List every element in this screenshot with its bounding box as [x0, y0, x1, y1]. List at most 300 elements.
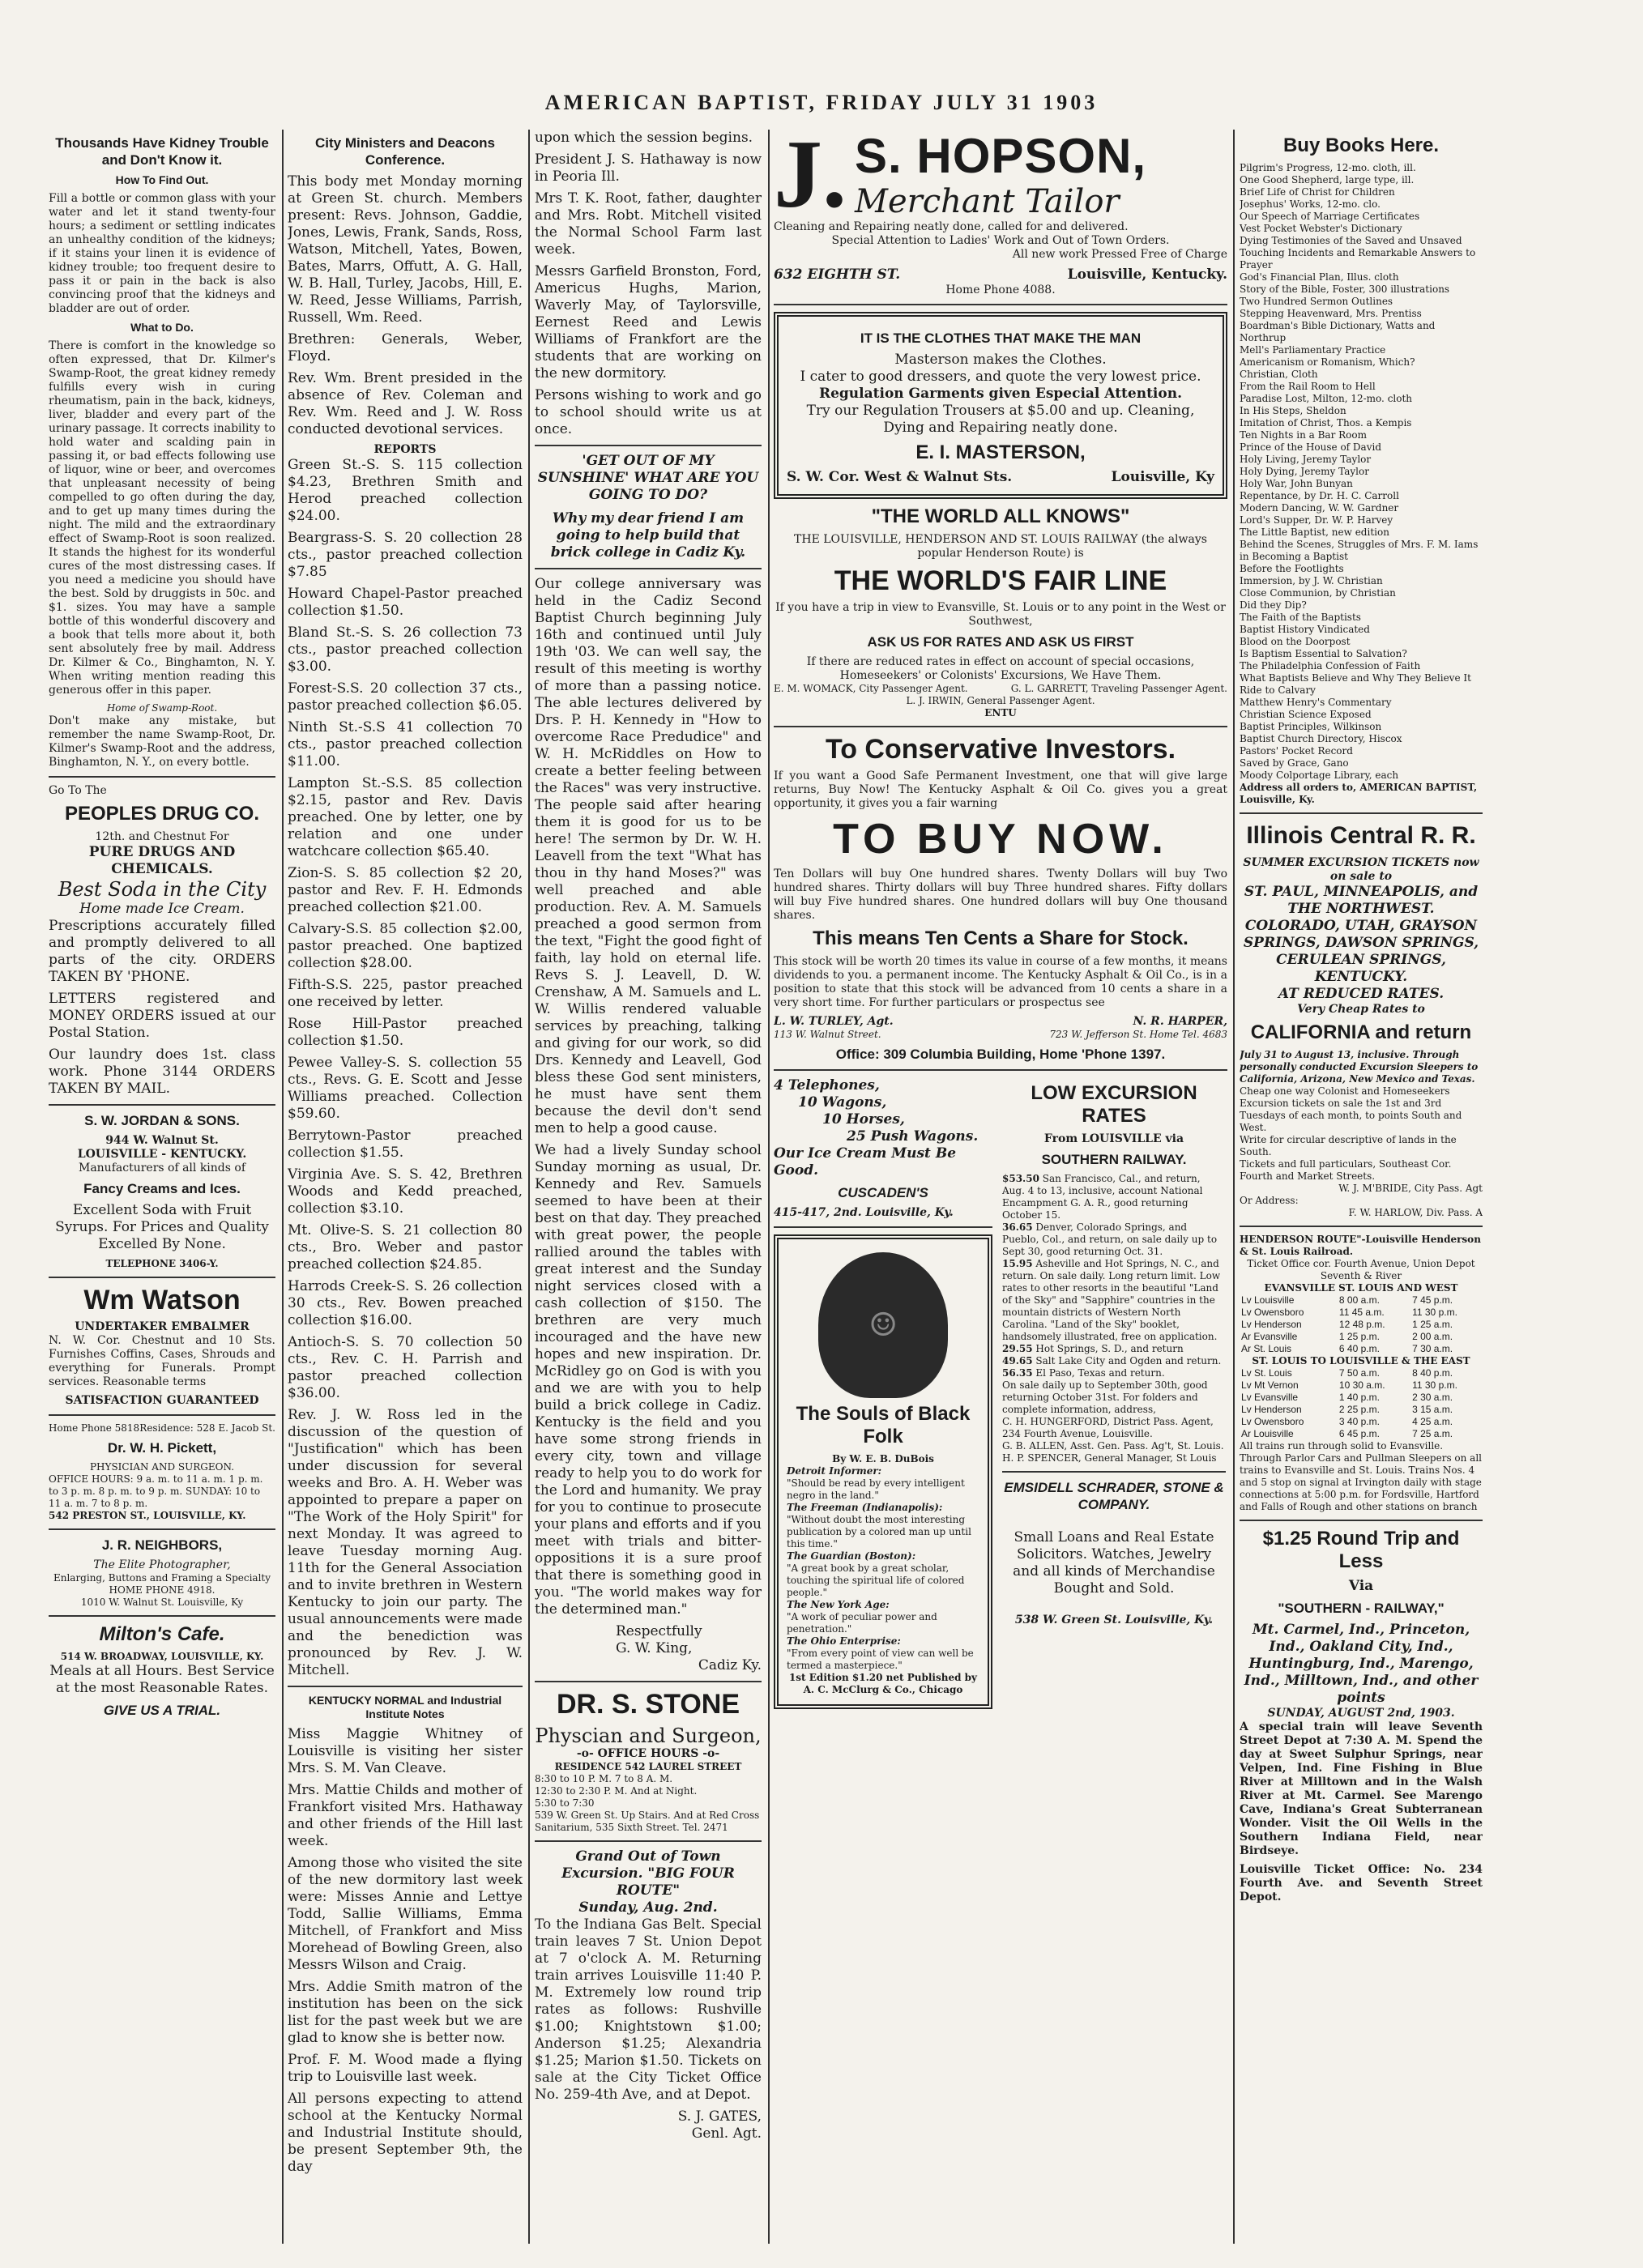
timetable-row: [1240, 1331, 1483, 1343]
rate-price: 29.55: [1002, 1343, 1033, 1354]
timetable-row: [1240, 1319, 1483, 1331]
book-item: Before the Footlights: [1240, 563, 1344, 574]
southern-paragraph: A special train will leave Seventh Street Depot at 7:30 A. M. Spend the day at Sweet Sulphur Springs, near Velpen, Ind. Fine Fishing in Blue River at Milltown and in the Walsh River at Mt. Carmel. See Marengo Cave, Indiana's Great Subterranean Wonder. Visit the Oil Wells in the Southern Indiana Field, near Birdseye.: [1240, 1720, 1483, 1857]
rate-text: Salt Lake City and Ogden and return.: [1035, 1355, 1222, 1366]
hopson-line: All new work Pressed Free of Charge: [1012, 248, 1227, 261]
southern-headline: $1.25 Round Trip and Less: [1262, 1528, 1460, 1572]
column-4-lower: [774, 1077, 1227, 1716]
rate-text: El Paso, Texas and return.: [1035, 1367, 1165, 1379]
book-item: Baptist Church Directory, Hiscox: [1240, 733, 1402, 744]
ic-paragraph: July 31 to August 13, inclusive. Through personally conducted Excursion Sleepers to California, Arizona, New Mexico and Texas.: [1240, 1049, 1479, 1085]
neighbors-address: 1010 W. Walnut St. Louisville, Ky: [80, 1597, 244, 1608]
investors-agent: 113 W. Walnut Street.: [774, 1029, 881, 1040]
report-item: Antioch-S. S. 70 collection 50 cts., Rev. C. H. Parrish and pastor preached collection $36.00.: [288, 1334, 523, 1401]
rate-price: 36.65: [1002, 1221, 1033, 1233]
book-item: Moody Colportage Library, each: [1240, 770, 1399, 781]
masterson-line: I cater to good dressers, and quote the very lowest price.: [800, 369, 1201, 385]
column-4-lower-left: [774, 1077, 992, 1716]
timetable-cell: 11 30 p.m.: [1412, 1307, 1457, 1318]
report-item: Lampton St.-S.S. 85 collection $2.15, pastor and Rev. Davis preached. One by letter, one by relation and one under watchcare collection $65.40.: [288, 775, 523, 859]
ic-paragraph: Write for circular descriptive of lands in the South.: [1240, 1134, 1457, 1157]
book-item: Holy Living, Jeremy Taylor: [1240, 454, 1372, 465]
divider: [535, 1840, 762, 1842]
timetable-row: [1240, 1392, 1483, 1404]
timetable-cell: Ar Evansville: [1241, 1331, 1298, 1342]
world-fair-line: THE WORLD'S FAIR LINE: [834, 565, 1167, 596]
henderson-table-title: EVANSVILLE ST. LOUIS AND WEST: [1264, 1282, 1458, 1294]
timetable-cell: 4 25 a.m.: [1412, 1416, 1453, 1427]
divider: [288, 1686, 523, 1687]
rate-text: San Francisco, Cal., and return, Aug. 4 to 13, inclusive, account National Encampment G. A. R., good returning October 15.: [1002, 1173, 1203, 1221]
divider: [1240, 812, 1483, 814]
book-item: Immersion, by J. W. Christian: [1240, 575, 1383, 586]
stone-hours: -o- OFFICE HOURS -o-: [576, 1747, 720, 1760]
peoples-goto: Go To The: [49, 784, 107, 797]
report-item: Fifth-S.S. 225, pastor preached one received by letter.: [288, 977, 523, 1010]
report-item: Ninth St.-S.S 41 collection 70 cts., pastor preached collection $11.00.: [288, 719, 523, 770]
excursion-paragraph: To the Indiana Gas Belt. Special train leaves 7 St. Union Depot at 7 o'clock A. M. Returning train arrives Louisville 11:40 P. M. Extremely low round trip rates as follows: Rushville $1.00; Knightstown $1.00; Anderson $1.25; Alexandria $1.25; Marion $1.50. Tickets on sale at the City Ticket Office No. 259-4th Ave, and at Depot.: [535, 1916, 762, 2103]
book-item: Close Communion, by Christian: [1240, 587, 1396, 599]
divider: [1240, 1520, 1483, 1521]
divider: [535, 568, 762, 569]
kidney-paragraph: Fill a bottle or common glass with your water and let it stand twenty-four hours; a sediment or settling indicates an unhealthy condition of the kidneys; if it stains your linen it is evidence of kidney trouble; too frequent desire to pass it or pain in the back is also convincing proof that the kidneys and bladder are out of order.: [49, 192, 275, 315]
kidney-subhead: What to Do.: [130, 321, 194, 334]
rate-price: 56.35: [1002, 1367, 1033, 1379]
masterson-line: Try our Regulation Trousers at $5.00 and up. Cleaning, Dying and Repairing neatly done.: [806, 403, 1195, 436]
pickett-phone: Home Phone 5818: [49, 1422, 140, 1434]
peoples-paragraph: Our laundry does 1st. class work. Phone 3144 ORDERS TAKEN BY MAIL.: [49, 1047, 275, 1097]
timetable-cell: Lv Mt Vernon: [1241, 1379, 1299, 1391]
timetable-cell: 11 30 p.m.: [1412, 1379, 1457, 1391]
souls-author: By W. E. B. DuBois: [832, 1453, 934, 1464]
divider: [1240, 1226, 1483, 1227]
jordan-telephone: TELEPHONE 3406-Y.: [105, 1258, 219, 1269]
book-item: God's Financial Plan, Illus. cloth: [1240, 271, 1399, 283]
divider: [535, 1681, 762, 1682]
stone-residence: RESIDENCE 542 LAUREL STREET: [554, 1761, 742, 1772]
souls-quote: "A great book by a great scholar, touching the spiritual life of colored people.": [787, 1562, 965, 1598]
excursion-signature: S. J. GATES,: [677, 2108, 762, 2125]
pickett-phone-row: [49, 1422, 275, 1435]
signature-line: Cadiz Ky.: [698, 1657, 762, 1673]
investors-agents-row: [774, 1015, 1227, 1029]
rate-price: 15.95: [1002, 1258, 1033, 1269]
report-item: Mt. Olive-S. S. 21 collection 80 cts., Bro. Weber and pastor preached collection $24.85.: [288, 1222, 523, 1273]
report-item: Zion-S. S. 85 collection $2 20, pastor and Rev. F. H. Edmonds preached collection $21.00.: [288, 865, 523, 915]
rate-text: Denver, Colorado Springs, and Pueblo, Col., and return, on sale daily up to Sept 30, good returning Oct. 31.: [1002, 1221, 1218, 1257]
stone-address: 539 W. Green St. Up Stairs. And at Red Cross Sanitarium, 535 Sixth Street. Tel. 2471: [535, 1810, 760, 1833]
timetable-cell: Ar St. Louis: [1241, 1343, 1292, 1354]
timetable-cell: 7 45 p.m.: [1412, 1294, 1453, 1306]
divider: [49, 1615, 275, 1617]
watson-paragraph: N. W. Cor. Chestnut and 10 Sts. Furnishes Coffins, Cases, Shrouds and everything for Funerals. Prompt services. Reasonable terms: [49, 1334, 275, 1388]
world-headline: "THE WORLD ALL KNOWS": [871, 505, 1130, 527]
world-paragraph: THE LOUISVILLE, HENDERSON AND ST. LOUIS RAILWAY (the always popular Henderson Route) is: [794, 533, 1207, 560]
report-item: Virginia Ave. S. S. 42, Brethren Woods and Kedd preached, collection $3.10.: [288, 1166, 523, 1217]
book-item: Ride to Calvary: [1240, 684, 1316, 696]
watson-guarantee: SATISFACTION GUARANTEED: [65, 1394, 259, 1407]
report-item: Howard Chapel-Pastor preached collection $1.50.: [288, 586, 523, 619]
ic-paragraph: Cheap one way Colonist and Homeseekers Excursion tickets on sale the 1st and 3rd Tuesdays of each month, to points South and West.: [1240, 1085, 1462, 1133]
sunshine-sub: Why my dear friend I am going to help build that brick college in Cadiz Ky.: [550, 510, 746, 561]
peoples-ice: Home made Ice Cream.: [79, 901, 245, 917]
souls-ad: [774, 1234, 992, 1709]
henderson-sub: Ticket Office cor. Fourth Avenue, Union Depot Seventh & River: [1247, 1258, 1475, 1281]
book-item: Americanism or Romanism, Which?: [1240, 356, 1415, 368]
column-4: [774, 130, 1227, 2236]
hopson-address-row: [774, 266, 1227, 284]
ic-cap: Very Cheap Rates to: [1297, 1003, 1425, 1016]
southern-via: Via: [1348, 1578, 1374, 1594]
cuscaden-name: CUSCADEN'S: [838, 1185, 928, 1200]
ministers-paragraph: Rev. Wm. Brent presided in the absence of Rev. Coleman and Rev. Wm. Reed and J. W. Ross conducted devotional services.: [288, 370, 523, 437]
rate-text: Hot Springs, S. D., and return: [1035, 1343, 1184, 1354]
emsidell-name: EMSIDELL SCHRADER, STONE & COMPANY.: [1004, 1480, 1224, 1512]
rate-text: Asheville and Hot Springs, N. C., and return. On sale daily. Long return limit. Low rates to other resorts in the beautiful "Land of the Sky" and "Sapphire" countries in the mountain districts of Western North Carolina. "Land of the Sky" booklet, handsomely illustrated, free on application.: [1002, 1258, 1221, 1342]
divider: [49, 776, 275, 778]
excursion-date: Sunday, Aug. 2nd.: [578, 1899, 718, 1916]
book-item: Pastors' Pocket Record: [1240, 745, 1353, 757]
timetable-cell: 6 40 p.m.: [1338, 1343, 1380, 1354]
normal-note: All persons expecting to attend school at the Kentucky Normal and Industrial Institute should, be present September 9th, the day: [288, 2091, 523, 2175]
investors-paragraph: Ten Dollars will buy One hundred shares. Twenty Dollars will buy Two hundred shares. Thirty dollars will buy Three hundred shares. Fifty dollars will buy Five hundred shares. One hundred dollars will buy One thousand shares.: [774, 868, 1227, 922]
investors-agent: 723 W. Jefferson St. Home Tel. 4683: [1049, 1029, 1227, 1040]
column-2: [288, 130, 523, 2236]
investors-headline: To Conservative Investors.: [825, 734, 1176, 765]
watson-sub: UNDERTAKER EMBALMER: [75, 1320, 250, 1333]
timetable-cell: Lv Henderson: [1241, 1404, 1302, 1415]
timetable-cell: 7 30 a.m.: [1412, 1343, 1453, 1354]
timetable-row: [1240, 1379, 1483, 1392]
signature-line: G. W. King,: [616, 1640, 693, 1656]
book-item: Behind the Scenes, Struggles of Mrs. F. M. Iams in Becoming a Baptist: [1240, 539, 1479, 562]
investors-means: This means Ten Cents a Share for Stock.: [813, 927, 1189, 949]
report-item: Beargrass-S. S. 20 collection 28 cts., pastor preached collection $7.85: [288, 530, 523, 580]
world-ask: ASK US FOR RATES AND ASK US FIRST: [867, 634, 1134, 650]
jordan-fancy: Fancy Creams and Ices.: [83, 1181, 241, 1196]
timetable-cell: 6 45 p.m.: [1338, 1428, 1380, 1439]
timetable-cell: 10 30 a.m.: [1338, 1379, 1385, 1391]
ic-headline: Illinois Central R. R.: [1246, 822, 1476, 849]
divider: [49, 1414, 275, 1416]
timetable-cell: Lv Henderson: [1241, 1319, 1302, 1330]
peoples-pure: PURE DRUGS AND CHEMICALS.: [88, 844, 236, 877]
cuscaden-line: 4 Telephones,: [774, 1077, 880, 1094]
book-item: Story of the Bible, Foster, 300 illustrations: [1240, 284, 1450, 295]
souls-quote: "A work of peculiar power and penetration.": [787, 1611, 937, 1635]
pickett-hours: OFFICE HOURS: 9 a. m. to 11 a. m. 1 p. m. to 3 p. m. 8 p. m. to 9 p. m. SUNDAY: 10 to 11 a. m. 7 to 8 p. m.: [49, 1473, 263, 1509]
column-rule: [1233, 130, 1235, 2244]
pickett-name: Dr. W. H. Pickett,: [107, 1440, 217, 1456]
book-item: Saved by Grace, Gano: [1240, 757, 1349, 769]
world-agent: L. J. IRWIN, General Passenger Agent.: [906, 695, 1095, 706]
emsidell-address: 538 W. Green St. Louisville, Ky.: [1014, 1614, 1214, 1626]
timetable-cell: 8 00 a.m.: [1338, 1294, 1380, 1306]
rate-item: [1002, 1355, 1226, 1367]
masterson-city: Louisville, Ky: [1111, 469, 1214, 485]
rate-note: On sale daily up to September 30th, good returning October 31st. For folders and complete information, address,: [1002, 1379, 1208, 1415]
ministers-paragraph: Brethren: Generals, Weber, Floyd.: [288, 331, 523, 364]
cuscaden-line: Our Ice Cream Must Be Good.: [774, 1145, 957, 1179]
kidney-paragraph: There is comfort in the knowledge so often expressed, that Dr. Kilmer's Swamp-Root, the great kidney remedy fulfills every wish in curing rheumatism, pain in the back, kidneys, liver, bladder and every part of the urinary passage. It corrects inability to hold water and scalding pain in passing it, or bad effects following use of liquor, wine or beer, and overcomes that unpleasant necessity of being compelled to go often during the day, and to get up many times during the night. The mild and the extraordinary effect of Swamp-Root is soon realized. It stands the highest for its wonderful cures of the most distressing cases. If you need a medicine you should have the best. Sold by druggists in 50c. and $1. sizes. You may have a sample bottle of this wonderful discovery and a book that tells more about it, both sent absolutely free by mail. Address Dr. Kilmer & Co., Binghamton, N. Y. When writing mention reading this generous offer in this paper.: [49, 339, 275, 697]
cuscaden-line: 25 Push Wagons.: [847, 1128, 979, 1145]
henderson-table-east: [1240, 1367, 1483, 1440]
world-paragraph: If you have a trip in view to Evansville, St. Louis or to any point in the West or Southwest,: [775, 601, 1226, 628]
stone-hours-row: 8:30 to 10 P. M. 7 to 8 A. M.: [535, 1773, 673, 1784]
book-item: Boardman's Bible Dictionary, Watts and Northrup: [1240, 320, 1436, 343]
normal-note: Messrs Garfield Bronston, Ford, Americus Hughs, Marion, Waverly May, of Taylorsville, Eernest Reed and Lewis Williams of Frankfort are the students that are working on the new dormitory.: [535, 263, 762, 382]
timetable-cell: 7 25 a.m.: [1412, 1428, 1453, 1439]
normal-note: Persons wishing to work and go to school should write us at once.: [535, 387, 762, 437]
peoples-paragraph: Prescriptions accurately filled and promptly delivered to all parts of the city. ORDERS TAKEN BY 'PHONE.: [49, 918, 275, 985]
masterson-ad: [774, 312, 1227, 499]
book-item: Dying Testimonies of the Saved and Unsaved: [1240, 235, 1462, 246]
investors-agent: L. W. TURLEY, Agt.: [774, 1015, 894, 1028]
investors-agents-row: [774, 1029, 1227, 1041]
jordan-name: S. W. JORDAN & SONS.: [84, 1113, 240, 1128]
masthead: AMERICAN BAPTIST, FRIDAY JULY 31 1903: [544, 91, 1099, 114]
timetable-cell: Lv Louisville: [1241, 1294, 1295, 1306]
cuscaden-line: 10 Wagons,: [798, 1094, 887, 1111]
book-item: Two Hundred Sermon Outlines: [1240, 296, 1393, 307]
normal-note: Mrs. Addie Smith matron of the institution has been on the sick list for the past week but we are glad to know she is better now.: [288, 1979, 523, 2046]
rate-price: 49.65: [1002, 1355, 1033, 1366]
masterson-line: Masterson makes the Clothes.: [894, 352, 1107, 368]
divider: [774, 1069, 1227, 1071]
column-rule: [282, 130, 284, 2244]
rate-item: [1002, 1173, 1226, 1221]
souls-publisher: 1st Edition $1.20 net Published by A. C. McClurg & Co., Chicago: [788, 1672, 978, 1695]
normal-note: Mrs T. K. Root, father, daughter and Mrs. Robt. Mitchell visited the Normal School Farm last week.: [535, 190, 762, 258]
souls-quote-source: The Ohio Enterprise:: [787, 1635, 901, 1647]
divider: [774, 304, 1227, 305]
souls-quote-source: The Freeman (Indianapolis):: [787, 1502, 943, 1513]
book-item: Mell's Parliamentary Practice: [1240, 344, 1386, 356]
timetable-row: [1240, 1307, 1483, 1319]
kidney-headline: Thousands Have Kidney Trouble and Don't Know it.: [55, 135, 269, 168]
book-item: Repentance, by Dr. H. C. Carroll: [1240, 490, 1399, 501]
pickett-residence: Residence: 528 E. Jacob St.: [139, 1422, 275, 1434]
book-item: From the Rail Room to Hell: [1240, 381, 1376, 392]
column-rule: [528, 130, 530, 2244]
investors-office: Office: 309 Columbia Building, Home 'Phone 1397.: [835, 1047, 1166, 1062]
cadiz-paragraph: We had a lively Sunday school Sunday morning as usual, Dr. Kennedy and Rev. Samuels seemed to have been at their best on that day. They preached with great power, the people rallied around the tables with great interest and the Sunday night services closed with a cash collection of $150. The brethren are very much incouraged and the have new hopes and new inspiration. Dr. McRidley go on God is with you and we are with you to help build a brick college in Cadiz. Kentucky is the field and you have some strong friends in every city, town and village ready to help you to do work for the Lord and humanity. We pray for you to continue to prosecute your plans and efforts and if you meet with trials and bitter-oppositions it is a sure proof that there is something good in you. "The world makes way for the determined man.": [535, 1142, 762, 1618]
kentucky-normal-headline: KENTUCKY NORMAL and Industrial Institute Notes: [308, 1694, 502, 1720]
rate-item: [1002, 1221, 1226, 1258]
low-rates-headline: LOW EXCURSION RATES: [1031, 1082, 1197, 1127]
report-item: Pewee Valley-S. S. collection 55 cts., Revs. G. E. Scott and Jesse Williams preached. Collection $59.60.: [288, 1055, 523, 1122]
hopson-city: Louisville, Kentucky.: [1067, 266, 1227, 283]
timetable-cell: 1 25 a.m.: [1412, 1319, 1453, 1330]
hopson-name: S. HOPSON,: [855, 130, 1147, 183]
ic-reduced: AT REDUCED RATES.: [1278, 986, 1445, 1002]
hopson-address: 632 EIGHTH ST.: [774, 266, 901, 283]
report-item: Forest-S.S. 20 collection 37 cts., pastor preached collection $6.05.: [288, 680, 523, 714]
signature-line: Respectfully: [616, 1623, 702, 1639]
column-rule: [768, 130, 770, 2244]
timetable-cell: 11 45 a.m.: [1338, 1307, 1385, 1318]
southern-office: Louisville Ticket Office: No. 234 Fourth Ave. and Seventh Street Depot.: [1240, 1863, 1483, 1904]
timetable-row: [1240, 1343, 1483, 1355]
souls-title: The Souls of Black Folk: [796, 1403, 971, 1447]
excursion-headline: Grand Out of Town Excursion. "BIG FOUR ROUTE": [561, 1848, 735, 1899]
kidney-subhead: How To Find Out.: [115, 173, 209, 186]
timetable-row: [1240, 1428, 1483, 1440]
kidney-paragraph: Don't make any mistake, but remember the name Swamp-Root, Dr. Kilmer's Swamp-Root and the address, Binghamton, N. Y., on every bottle.: [49, 714, 275, 769]
column-1: [49, 130, 275, 2236]
buy-now: TO BUY NOW.: [833, 816, 1168, 863]
southern-destinations: Mt. Carmel, Ind., Princeton, Ind., Oakland City, Ind., Huntingburg, Ind., Marengo, Ind., Milltown, Ind., and other points: [1244, 1622, 1479, 1706]
report-item: Berrytown-Pastor preached collection $1.55.: [288, 1128, 523, 1161]
miltons-address: 514 W. BROADWAY, LOUISVILLE, KY.: [60, 1651, 264, 1662]
world-agents-row: [774, 683, 1227, 695]
miltons-trial: GIVE US A TRIAL.: [103, 1703, 221, 1718]
stone-hours-row: 5:30 to 7:30: [535, 1797, 595, 1809]
timetable-row: [1240, 1404, 1483, 1416]
column-3: [535, 130, 762, 2236]
report-item: Green St.-S. S. 115 collection $4.23, Brethren Smith and Herod preached collection $24.00.: [288, 457, 523, 524]
timetable-cell: 3 40 p.m.: [1338, 1416, 1380, 1427]
rate-agent: H. P. SPENCER, General Manager, St Louis: [1002, 1452, 1217, 1464]
normal-note: Among those who visited the site of the new dormitory last week were: Misses Annie and Lettye Todd, Sallie Williams, Emma Mitchell, of Frankfort and Miss Morehead of Bowling Green, also Messrs Wilson and Craig.: [288, 1855, 523, 1973]
book-item: Baptist History Vindicated: [1240, 624, 1370, 635]
southern-date: SUNDAY, AUGUST 2nd, 1903.: [1267, 1707, 1455, 1720]
investors-paragraph: This stock will be worth 20 times its value in course of a few months, it means dividends to you. a permanent income. The Kentucky Asphalt & Oil Co., is in a position to state that this stock will be advanced from 10 cents a share in a very short time. For further particulars or prospectus see: [774, 955, 1227, 1009]
report-item: Rev. J. W. Ross led in the discussion of the question of "Justification" which has been under discussion for several weeks and Bro. A. H. Weber was appointed to prepare a paper on "The Work of the Holy Spirit" for next Monday. It was agreed to leave Tuesday morning Aug. 11th for the General Association and to invite brethren in Western Kentucky to join our party. The usual announcements were made and the benediction was pronounced by Rev. J. W. Mitchell.: [288, 1407, 523, 1678]
peoples-soda: Best Soda in the City: [58, 878, 267, 901]
jordan-address: 944 W. Walnut St.: [105, 1134, 219, 1147]
book-item: The Little Baptist, new edition: [1240, 526, 1389, 538]
book-item: In His Steps, Sheldon: [1240, 405, 1346, 416]
souls-quote: "Should be read by every intelligent negro in the land.": [787, 1477, 965, 1501]
report-item: Rose Hill-Pastor preached collection $1.50.: [288, 1016, 523, 1049]
timetable-cell: 7 50 a.m.: [1338, 1367, 1380, 1379]
ic-agent: Or Address:: [1240, 1195, 1299, 1206]
cuscaden-address: 415-417, 2nd. Louisville, Ky.: [774, 1206, 954, 1219]
timetable-cell: 8 40 p.m.: [1412, 1367, 1453, 1379]
book-item: The Philadelphia Confession of Faith: [1240, 660, 1421, 671]
jordan-paragraph: Excellent Soda with Fruit Syrups. For Prices and Quality Excelled By None.: [55, 1202, 269, 1252]
peoples-address: 12th. and Chestnut For: [95, 830, 229, 843]
ic-sub: SUMMER EXCURSION TICKETS now on sale to: [1243, 856, 1479, 883]
henderson-table-west: [1240, 1294, 1483, 1355]
column-4-lower-right: [1002, 1077, 1226, 1716]
timetable-cell: Lv Owensboro: [1241, 1416, 1304, 1427]
hopson-initial: J.: [774, 130, 847, 220]
neighbors-name: J. R. NEIGHBORS,: [101, 1537, 223, 1553]
souls-quote: "Without doubt the most interesting publication by a colored man up until this time.": [787, 1514, 971, 1550]
book-item: Modern Dancing, W. W. Gardner: [1240, 502, 1399, 514]
book-item: Our Speech of Marriage Certificates: [1240, 211, 1420, 222]
rate-agent: C. H. HUNGERFORD, District Pass. Agent, 234 Fourth Avenue, Louisville.: [1002, 1416, 1214, 1439]
neighbors-sub: The Elite Photographer,: [93, 1558, 231, 1571]
jordan-city: LOUISVILLE - KENTUCKY.: [77, 1148, 247, 1161]
cuscaden-line: 10 Horses,: [822, 1111, 905, 1128]
timetable-cell: 12 48 p.m.: [1338, 1319, 1385, 1330]
timetable-cell: 3 15 a.m.: [1412, 1404, 1453, 1415]
hopson-line: Special Attention to Ladies' Work and Out of Town Orders.: [831, 234, 1170, 247]
timetable-cell: Lv Owensboro: [1241, 1307, 1304, 1318]
book-item: Vest Pocket Webster's Dictionary: [1240, 223, 1402, 234]
normal-note: Prof. F. M. Wood made a flying trip to Louisville last week.: [288, 2052, 523, 2085]
miltons-paragraph: Meals at all Hours. Best Service at the most Reasonable Rates.: [49, 1663, 275, 1696]
book-item: Holy War, John Bunyan: [1240, 478, 1353, 489]
investors-agent: N. R. HARPER,: [1133, 1015, 1227, 1028]
ic-agent: F. W. HARLOW, Div. Pass. A: [1348, 1207, 1483, 1218]
world-agent: G. L. GARRETT, Traveling Passenger Agent.: [1010, 683, 1227, 694]
masterson-address-row: [787, 469, 1214, 486]
books-address: Address all orders to, AMERICAN BAPTIST, Louisville, Ky.: [1240, 782, 1478, 805]
book-item: Paradise Lost, Milton, 12-mo. cloth: [1240, 393, 1413, 404]
books-list: [1240, 162, 1483, 782]
reports-heading: REPORTS: [373, 443, 437, 456]
ic-agent: W. J. M'BRIDE, City Pass. Agt: [1338, 1183, 1483, 1194]
ic-paragraph: Tickets and full particulars, Southeast Cor. Fourth and Market Streets.: [1240, 1158, 1452, 1182]
column-5: [1240, 130, 1483, 2236]
book-item: Christian Science Exposed: [1240, 709, 1372, 720]
swamp-root-caption: Home of Swamp-Root.: [106, 702, 218, 714]
book-item: Brief Life of Christ for Children: [1240, 186, 1395, 198]
souls-quote-source: The Guardian (Boston):: [787, 1550, 916, 1562]
low-rates-from: From LOUISVILLE via: [1043, 1132, 1184, 1145]
hopson-title: Merchant Tailor: [855, 183, 1120, 220]
timetable-row: [1240, 1294, 1483, 1307]
sunshine-headline: 'GET OUT OF MY SUNSHINE' WHAT ARE YOU GOING TO DO?: [537, 453, 759, 503]
world-entu: ENTU: [984, 707, 1017, 718]
souls-quote: "From every point of view can well be termed a masterpiece.": [787, 1648, 974, 1671]
jordan-mfr: Manufacturers of all kinds of: [78, 1162, 246, 1174]
book-item: Christian, Cloth: [1240, 369, 1318, 380]
normal-note: President J. S. Hathaway is now in Peoria Ill.: [535, 151, 762, 185]
ministers-paragraph: This body met Monday morning at Green St. church. Members present: Revs. Johnson, Gaddie, Jones, Lewis, Frank, Sands, Ross, Watson, Mitchell, Yates, Bowen, Bates, Marrs, Offutt, A. G. Hall, W. B. Hall, Turley, Jacobs, Hill, E. W. Reed, Jesse Williams, Parrish, Russell, Wm. Reed.: [288, 173, 523, 326]
book-item: Touching Incidents and Remarkable Answers to Prayer: [1240, 247, 1476, 271]
low-rates-railway: SOUTHERN RAILWAY.: [1041, 1152, 1187, 1167]
book-item: Did they Dip?: [1240, 599, 1307, 611]
timetable-cell: Lv Evansville: [1241, 1392, 1299, 1403]
stone-title: Physcian and Surgeon,: [535, 1724, 762, 1747]
divider: [49, 1277, 275, 1278]
report-item: Bland St.-S. S. 26 collection 73 cts., pastor preached collection $3.00.: [288, 625, 523, 675]
world-agent: E. M. WOMACK, City Passenger Agent.: [774, 683, 968, 694]
peoples-name: PEOPLES DRUG CO.: [64, 803, 260, 825]
normal-note: Miss Maggie Whitney of Louisville is visiting her sister Mrs. S. M. Van Cleave.: [288, 1726, 523, 1776]
neighbors-phone: HOME PHONE 4918.: [109, 1584, 216, 1596]
rate-price: $53.50: [1002, 1173, 1039, 1184]
book-item: Imitation of Christ, Thos. a Kempis: [1240, 417, 1412, 428]
divider: [535, 445, 762, 446]
rate-item: [1002, 1258, 1226, 1343]
excursion-signature-title: Genl. Agt.: [691, 2125, 762, 2142]
divider: [1002, 1471, 1226, 1473]
hopson-phone: Home Phone 4088.: [945, 284, 1056, 296]
report-item: Harrods Creek-S. S. 26 collection 30 cts., Rev. Bowen preached collection $16.00.: [288, 1278, 523, 1328]
books-headline: Buy Books Here.: [1282, 134, 1440, 156]
emsidell-paragraph: Small Loans and Real Estate Solicitors. Watches, Jewelry and all kinds of Merchandise Bought and Sold.: [1013, 1529, 1215, 1597]
timetable-cell: Lv St. Louis: [1241, 1367, 1292, 1379]
report-item: Calvary-S.S. 85 collection $2.00, pastor preached. One baptized collection $28.00.: [288, 921, 523, 971]
masterson-address: S. W. Cor. West & Walnut Sts.: [787, 469, 1013, 485]
rate-item: [1002, 1343, 1226, 1355]
book-item: Pilgrim's Progress, 12-mo. cloth, ill.: [1240, 162, 1416, 173]
book-item: Baptist Principles, Wilkinson: [1240, 721, 1382, 732]
masterson-name: E. I. MASTERSON,: [915, 441, 1086, 463]
ic-destinations: ST. PAUL, MINNEAPOLIS, and THE NORTHWEST. COLORADO, UTAH, GRAYSON SPRINGS, DAWSON SPRINGS, CERULEAN SPRINGS, KENTUCKY.: [1243, 884, 1479, 985]
timetable-cell: 2 30 a.m.: [1412, 1392, 1453, 1403]
divider: [774, 1226, 992, 1228]
book-item: Holy Dying, Jeremy Taylor: [1240, 466, 1369, 477]
book-item: One Good Shepherd, large type, ill.: [1240, 174, 1415, 185]
book-item: The Faith of the Baptists: [1240, 612, 1361, 623]
